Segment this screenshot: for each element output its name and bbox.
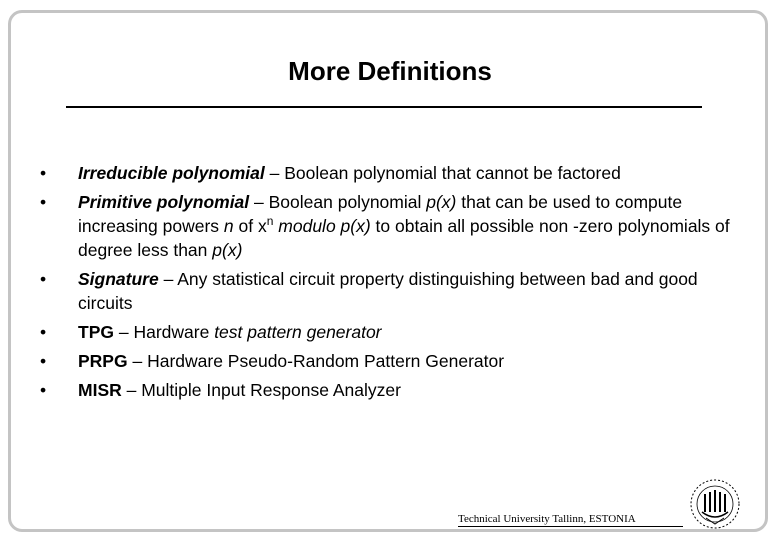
definition-term: MISR bbox=[78, 380, 122, 400]
bullet-icon: • bbox=[40, 192, 47, 212]
list-item: • Irreducible polynomial – Boolean polynomial that cannot be factored bbox=[40, 163, 621, 183]
footer-institution: Technical University Tallinn, ESTONIA bbox=[458, 513, 683, 527]
bullet-icon: • bbox=[40, 351, 47, 371]
list-item: • Primitive polynomial – Boolean polynomial p(x) that can be used to compute increasing powers n of $x^n$ modulo p(x) to obtain all possible non -zero polynomials of degree less than p(x) bbox=[40, 192, 730, 260]
list-item: • TPG – Hardware test pattern generator bbox=[40, 322, 382, 342]
list-item: • MISR – Multiple Input Response Analyzer bbox=[40, 380, 401, 400]
definition-term: Irreducible polynomial bbox=[78, 163, 265, 183]
list-item: • Signature – Any statistical circuit property distinguishing between bad and good circuits bbox=[40, 269, 698, 313]
definition-term: Signature bbox=[78, 269, 159, 289]
bullet-icon: • bbox=[40, 322, 47, 342]
title-divider bbox=[66, 106, 702, 108]
bullet-icon: • bbox=[40, 269, 47, 289]
definition-list bbox=[30, 161, 750, 407]
definition-text: Hardware Pseudo-Random Pattern Generator bbox=[147, 351, 505, 371]
definition-term: Primitive polynomial bbox=[78, 192, 250, 212]
list-item: • PRPG – Hardware Pseudo-Random Pattern Generator bbox=[40, 351, 505, 371]
bullet-icon: • bbox=[40, 163, 47, 183]
definition-term: TPG bbox=[78, 322, 114, 342]
definition-term: PRPG bbox=[78, 351, 128, 371]
definition-text: Multiple Input Response Analyzer bbox=[141, 380, 401, 400]
bullet-icon: • bbox=[40, 380, 47, 400]
definition-text: Any statistical circuit property distinguishing between bad and good circuits bbox=[78, 269, 698, 313]
definition-text: Boolean polynomial that cannot be factored bbox=[284, 163, 621, 183]
slide-title: More Definitions bbox=[288, 56, 492, 86]
university-seal-icon bbox=[680, 472, 750, 532]
